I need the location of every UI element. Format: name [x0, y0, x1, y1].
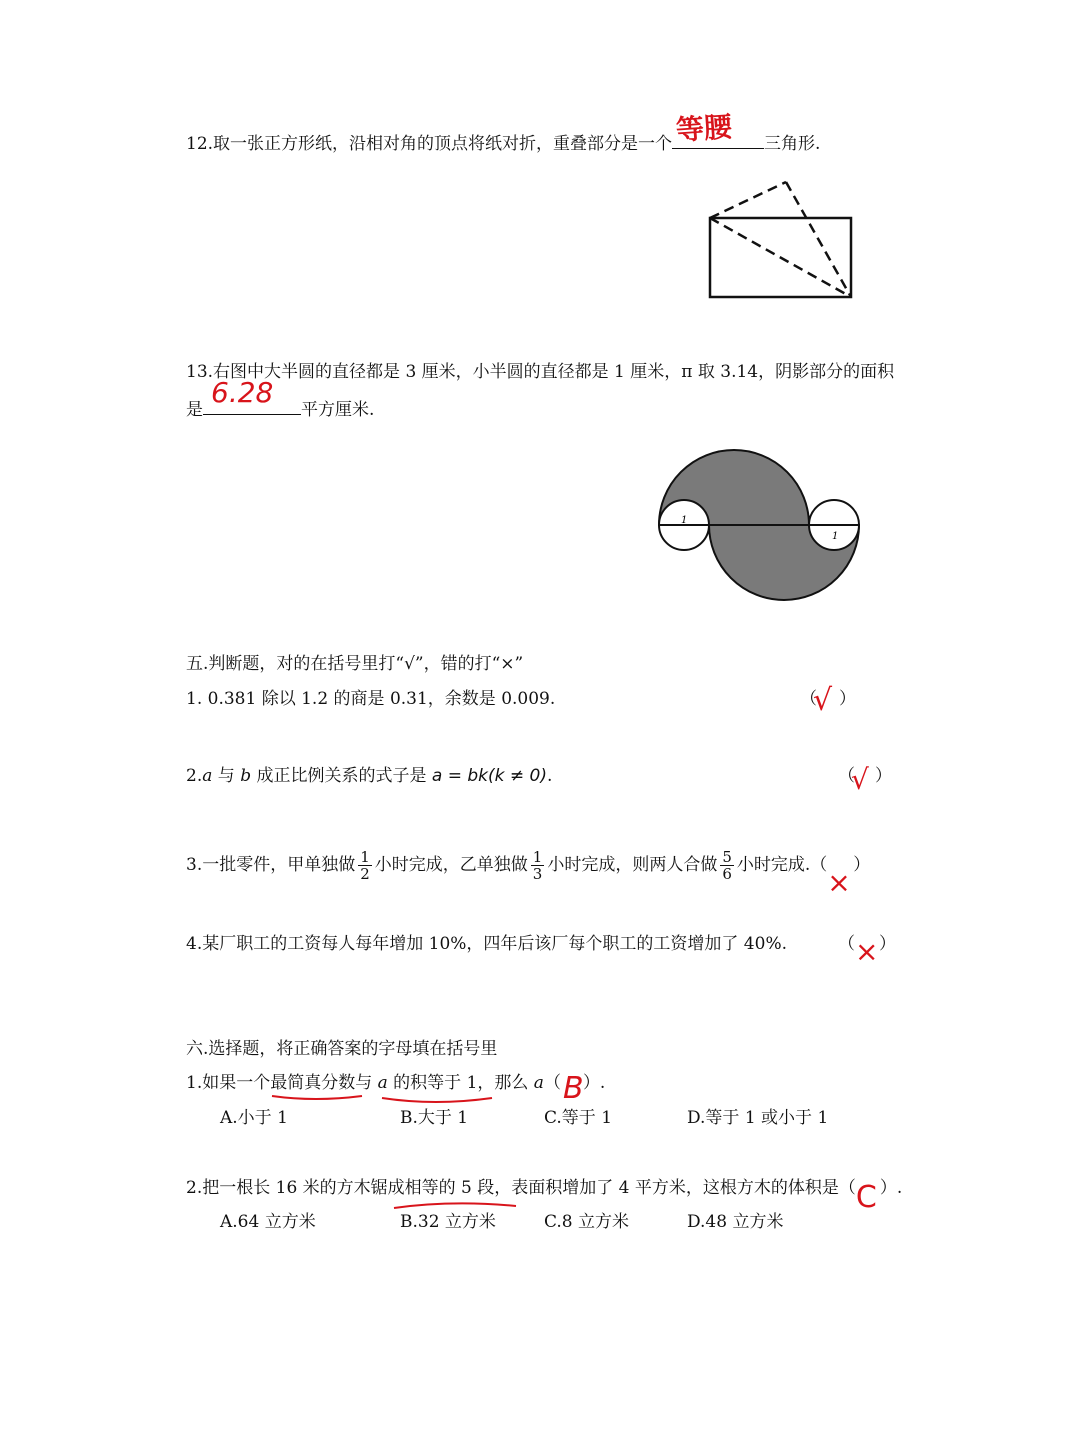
q12-fold-figure [700, 175, 860, 305]
q12-prefix: 12.取一张正方形纸，沿相对角的顶点将纸对折，重叠部分是一个 [186, 134, 673, 154]
s5-item3-fraction3: $\frac{5}{6}$ [722, 848, 732, 883]
section6-heading: 六.选择题，将正确答案的字母填在括号里 [186, 1039, 498, 1059]
s6-q1-option-d: D.等于 1 或小于 1 [687, 1108, 829, 1128]
s6-q2: 2.把一根长 16 米的方木锯成相等的 5 段，表面积增加了 4 平方米，这根方木的体积是（ C ）. [186, 1178, 903, 1215]
q13-line1: 13.右图中大半圆的直径都是 3 厘米，小半圆的直径都是 1 厘米，π 取 3.14，阴影部分的面积 [186, 362, 895, 382]
s6-q1-option-b: B.大于 1 [400, 1108, 469, 1128]
s6-q1: 1.如果一个最简真分数与 a 的积等于 1，那么 a（ B ）. [186, 1071, 606, 1106]
q12-line [186, 110, 821, 155]
s5-item4: 4.某厂职工的工资每人每年增加 10%，四年后该厂每个职工的工资增加了 40%. [186, 934, 788, 954]
s5-item3-handwritten-answer: × [827, 866, 851, 899]
q13-line2-suffix: 平方厘米. [301, 400, 375, 420]
s5-item3-fraction2: $\frac{1}{3}$ [532, 848, 543, 883]
s5-item1-text: 1. 0.381 除以 1.2 的商是 0.31，余数是 0.009. [186, 689, 556, 709]
q13-figure-label-left: 1 [681, 515, 688, 526]
s5-item1-paren: （ √ ） [800, 683, 856, 718]
s5-item3: 3.一批零件，甲单独做 $\frac{1}{2}$ 小时完成，乙单独做 $\frac{1}{3}$ 小时完成，则两人合做 $\frac{5}{6}$ 小时完成.（ × ） [186, 848, 871, 899]
q13-line2 [186, 376, 375, 421]
s6-q2-option-b: B.32 立方米 [400, 1212, 496, 1232]
s6-q1-option-c: C.等于 1 [544, 1108, 613, 1128]
s5-item2: 2.a 与 b 成正比例关系的式子是 a = bk(k ≠ 0). [186, 766, 553, 786]
s6-q2-handwritten-answer: C [855, 1180, 877, 1215]
q13-blank [203, 376, 301, 415]
s6-q2-option-d: D.48 立方米 [687, 1212, 784, 1232]
q13-figure-label-right: 1 [832, 531, 839, 542]
s5-item2-handwritten-answer: √ [851, 763, 869, 796]
q13-handwritten-answer: 6.28 [211, 376, 274, 409]
s6-q1-option-a: A.小于 1 [220, 1108, 288, 1128]
s5-item2-formula: a = bk(k ≠ 0) [431, 766, 547, 786]
s5-item2-paren: （ √ ） [838, 763, 892, 796]
s5-item3-fraction1: $\frac{1}{2}$ [360, 848, 370, 883]
s6-q2-option-a: A.64 立方米 [220, 1212, 316, 1232]
q13-semicircle-figure [655, 452, 865, 602]
q12-suffix: 三角形. [764, 134, 821, 154]
q12-blank [672, 110, 764, 149]
s5-item1-handwritten-answer: √ [813, 683, 833, 718]
s5-item1 [186, 688, 555, 710]
section5-heading: 五.判断题，对的在括号里打“√”，错的打“×” [186, 654, 524, 674]
s5-item4-paren: （ × ） [838, 934, 896, 968]
s6-q1-handwritten-answer: B [562, 1071, 584, 1106]
s6-q2-option-c: C.8 立方米 [544, 1212, 630, 1232]
q12-handwritten-answer: 等腰 [674, 110, 734, 147]
q13-line2-prefix: 是 [186, 400, 203, 420]
s5-item4-handwritten-answer: × [855, 935, 879, 968]
